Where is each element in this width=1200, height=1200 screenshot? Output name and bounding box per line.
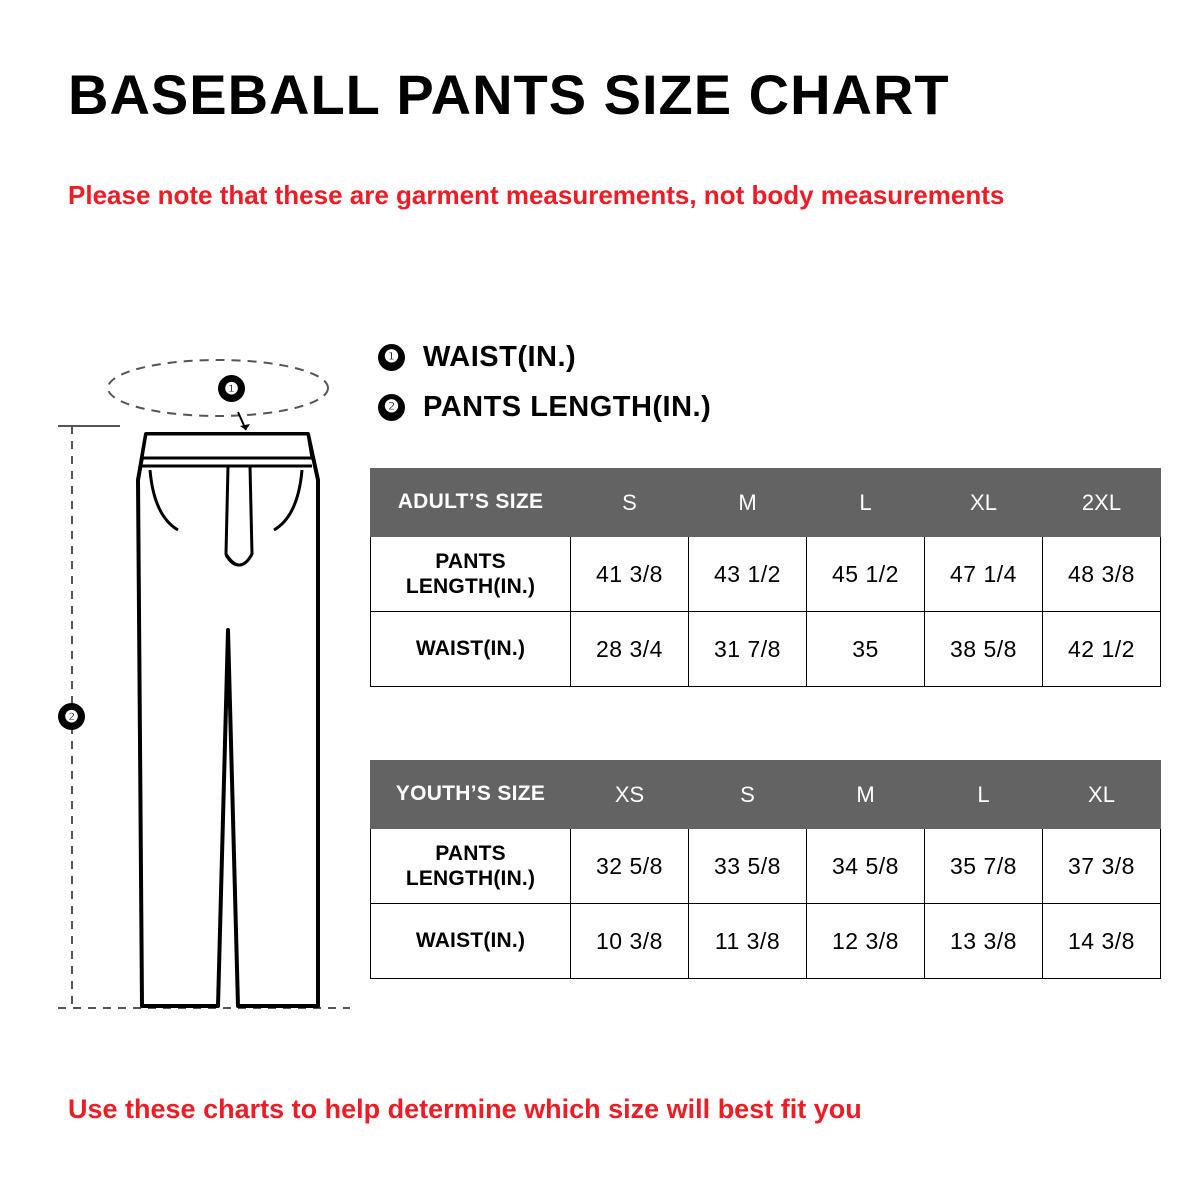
measurement-note: Please note that these are garment measurements, not body measurements	[68, 180, 1005, 210]
youth-row-label-waist: WAIST(IN.)	[371, 904, 571, 979]
youth-row-label-length: PANTS LENGTH(IN.)	[371, 829, 571, 904]
marker-one-icon-diagram: ❶	[218, 375, 245, 402]
youth-waist-l: 13 3/8	[925, 904, 1043, 979]
youth-length-xs: 32 5/8	[571, 829, 689, 904]
pants-diagram-svg	[50, 330, 370, 1020]
legend-label-waist: WAIST(IN.)	[423, 340, 577, 373]
footer-note: Use these charts to help determine which size will best fit you	[68, 1094, 862, 1124]
adult-length-s: 41 3/8	[571, 537, 689, 612]
table-row	[371, 829, 1161, 904]
youth-col-s: S	[689, 761, 807, 829]
legend-item-length	[378, 385, 711, 429]
adult-waist-xl: 38 5/8	[925, 612, 1043, 687]
adult-col-l: L	[807, 469, 925, 537]
youth-col-xl: XL	[1043, 761, 1161, 829]
adult-waist-m: 31 7/8	[689, 612, 807, 687]
adult-corner-header: ADULT’S SIZE	[371, 469, 571, 537]
adult-row-label-length: PANTS LENGTH(IN.)	[371, 537, 571, 612]
table-row	[371, 612, 1161, 687]
youth-size-table	[370, 760, 1161, 979]
marker-two-icon: ❷	[378, 394, 405, 421]
adult-waist-l: 35	[807, 612, 925, 687]
table-header-row	[371, 469, 1161, 537]
table-row	[371, 904, 1161, 979]
legend-label-length: PANTS LENGTH(IN.)	[423, 390, 712, 423]
adult-length-xl: 47 1/4	[925, 537, 1043, 612]
youth-waist-m: 12 3/8	[807, 904, 925, 979]
marker-two-icon-diagram: ❷	[58, 703, 85, 730]
adult-row-label-waist: WAIST(IN.)	[371, 612, 571, 687]
youth-waist-xs: 10 3/8	[571, 904, 689, 979]
adult-col-s: S	[571, 469, 689, 537]
youth-col-l: L	[925, 761, 1043, 829]
adult-waist-2xl: 42 1/2	[1043, 612, 1161, 687]
adult-col-2xl: 2XL	[1043, 469, 1161, 537]
page-title: BASEBALL PANTS SIZE CHART	[68, 63, 950, 126]
marker-one-icon: ❶	[378, 344, 405, 371]
pants-illustration	[50, 330, 370, 1020]
adult-size-table	[370, 468, 1161, 687]
adult-col-m: M	[689, 469, 807, 537]
youth-corner-header: YOUTH’S SIZE	[371, 761, 571, 829]
adult-length-2xl: 48 3/8	[1043, 537, 1161, 612]
legend	[378, 335, 711, 435]
youth-waist-xl: 14 3/8	[1043, 904, 1161, 979]
youth-waist-s: 11 3/8	[689, 904, 807, 979]
adult-length-m: 43 1/2	[689, 537, 807, 612]
youth-col-m: M	[807, 761, 925, 829]
youth-length-xl: 37 3/8	[1043, 829, 1161, 904]
youth-length-s: 33 5/8	[689, 829, 807, 904]
table-header-row	[371, 761, 1161, 829]
youth-length-l: 35 7/8	[925, 829, 1043, 904]
youth-length-m: 34 5/8	[807, 829, 925, 904]
adult-length-l: 45 1/2	[807, 537, 925, 612]
table-row	[371, 537, 1161, 612]
adult-col-xl: XL	[925, 469, 1043, 537]
youth-col-xs: XS	[571, 761, 689, 829]
adult-waist-s: 28 3/4	[571, 612, 689, 687]
legend-item-waist	[378, 335, 711, 379]
